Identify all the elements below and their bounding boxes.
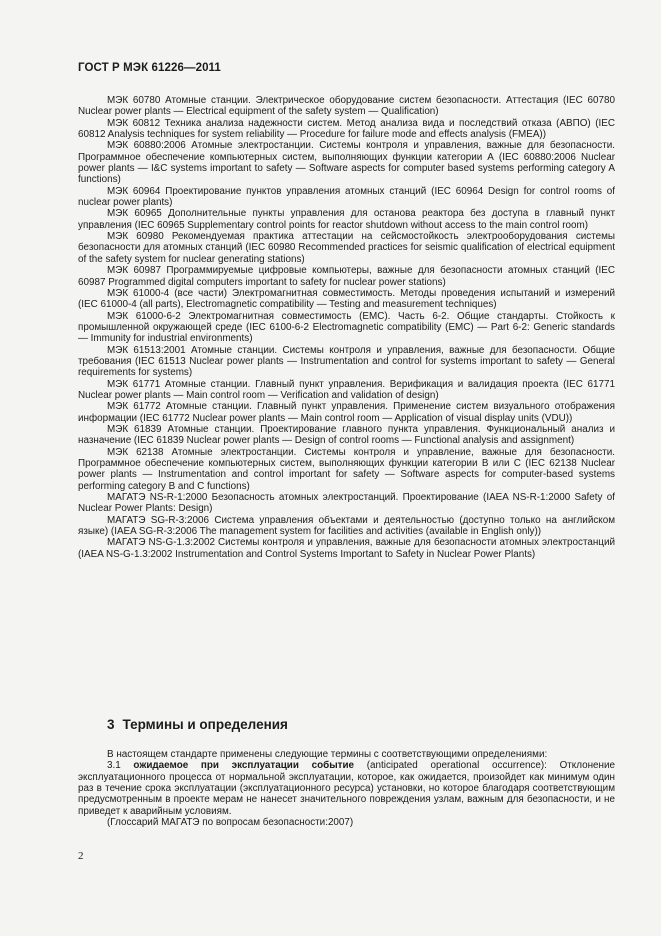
section-heading <box>107 717 288 732</box>
definition-source: (Глоссарий МАГАТЭ по вопросам безопасности:2007) <box>107 817 354 829</box>
definition-text: (anticipated operational occurrence): Отклонение эксплуатационного процесса от нормальной эксплуатации, которое, как ожидается, произойдет как минимум один раз в течение срока эксплуатации (эксплуатационного ресурса) установки, но которое благодаря соответствующим предусмотренным в проекте мерам не нанесет значительного повреждения узлам, важным для безопасности, и не приведет к аварийным условиям. <box>78 760 615 817</box>
reference-item: МАГАТЭ NS-R-1:2000 Безопасность атомных электростанций. Проектирование (IAEA NS-R-1:2000 Safety of Nuclear Power Plants: Design) <box>78 492 615 515</box>
reference-item: МЭК 60965 Дополнительные пункты управления для останова реактора без доступа в главный пункт управления (IEC 60965 Supplementary control points for reactor shutdown without access to the main control room) <box>78 208 615 231</box>
reference-item: МЭК 60812 Техника анализа надежности систем. Метод анализа вида и последствий отказа (АВПО) (IEC 60812 Analysis techniques for system reliability — Procedure for failure mode and effects analysis (FMEA)) <box>78 117 615 141</box>
reference-item: МЭК 60987 Программируемые цифровые компьютеры, важные для безопасности атомных станций (IEC 60987 Programmed digital computers important to safety for nuclear power stations) <box>78 265 615 288</box>
reference-item: МЭК 61000-4 (все части) Электромагнитная совместимость. Методы проведения испытаний и измерений (IEC 61000-4 (all parts), Electromagnetic compatibility — Testing and measurement techniques) <box>78 287 615 311</box>
definitions <box>78 749 615 828</box>
reference-item: МАГАТЭ SG-R-3:2006 Система управления объектами и деятельностью (доступно только на английском языке) (IAEA SG-R-3:2006 The management system for facilities and activities (available in English only)) <box>78 514 615 538</box>
reference-item: МАГАТЭ NS-G-1.3:2002 Системы контроля и управления, важные для безопасности атомных электростанций (IAEA NS-G-1.3:2002 Instrumentation and Control Systems Important to Safety in Nuclear Power Plants) <box>78 537 615 560</box>
definition-number: 3.1 <box>107 760 121 772</box>
reference-item: МЭК 61839 Атомные станции. Проектирование главного пункта управления. Функциональный анализ и назначение (IEC 61839 Nuclear power plants — Design of control rooms — Functional analysis and assignment) <box>78 423 615 447</box>
reference-item: МЭК 62138 Атомные электростанции. Системы контроля и управление, важные для безопасности. Программное обеспечение компьютерных систем, выполняющих функции категории В или С (IEC 62138 Nuclear power plants — Instrumentation and control important for safety — Software aspects for computer-based systems performing category B and C functions) <box>78 446 615 492</box>
reference-item: МЭК 61771 Атомные станции. Главный пункт управления. Верификация и валидация проекта (IEC 61771 Nuclear power plants — Main control room — Verification and validation of design) <box>78 378 615 401</box>
reference-item: МЭК 61772 Атомные станции. Главный пункт управления. Применение систем визуального отображения информации (IEC 61772 Nuclear power plants — Main control room — Application of visual display units (VDU)) <box>78 401 615 424</box>
normative-references <box>78 95 615 560</box>
reference-item: МЭК 60964 Проектирование пунктов управления атомных станций (IEC 60964 Design for control rooms of nuclear power plants) <box>78 185 615 209</box>
definition-term: ожидаемое при эксплуатации событие <box>133 760 355 772</box>
reference-item: МЭК 61000-6-2 Электромагнитная совместимость (ЕМС). Часть 6-2. Общие стандарты. Стойкость к промышленной окружающей среде (IEC 6100-6-2 Electromagnetic compatibility (EMC) — Part 6-2: Generic standards — Immunity for industrial environments) <box>78 310 615 345</box>
definitions-intro: В настоящем стандарте применены следующие термины с соответствующими определениями: <box>107 749 548 760</box>
definition-item <box>78 760 615 817</box>
reference-item: МЭК 61513:2001 Атомные станции. Системы контроля и управления, важные для безопасности. Общие требования (IEC 61513 Nuclear power plants — Instrumentation and control for systems important to safety — General requirements for systems) <box>78 344 615 379</box>
reference-item: МЭК 60980 Рекомендуемая практика аттестации на сейсмостойкость электрооборудования системы безопасности для атомных станций (IEC 60980 Recommended practices for seismic qualification of electrical equipment of the safety system for nuclear generating stations) <box>78 231 615 265</box>
reference-item: МЭК 60780 Атомные станции. Электрическое оборудование систем безопасности. Аттестация (IEC 60780 Nuclear power plants — Electrical equipment of the safety system — Qualification) <box>78 95 615 118</box>
document-header: ГОСТ Р МЭК 61226—2011 <box>78 62 221 74</box>
page-number: 2 <box>78 850 84 862</box>
reference-item: МЭК 60880:2006 Атомные электростанции. Системы контроля и управления, важные для безопасности. Программное обеспечение компьютерных систем, выполняющих функции категории А (IEC 60880:2006 Nuclear power plants — I&C systems important to safety — Software aspects for computer based systems performing category A functions) <box>78 140 615 186</box>
section-number: 3 <box>107 717 115 732</box>
section-title: Термины и определения <box>122 717 288 732</box>
